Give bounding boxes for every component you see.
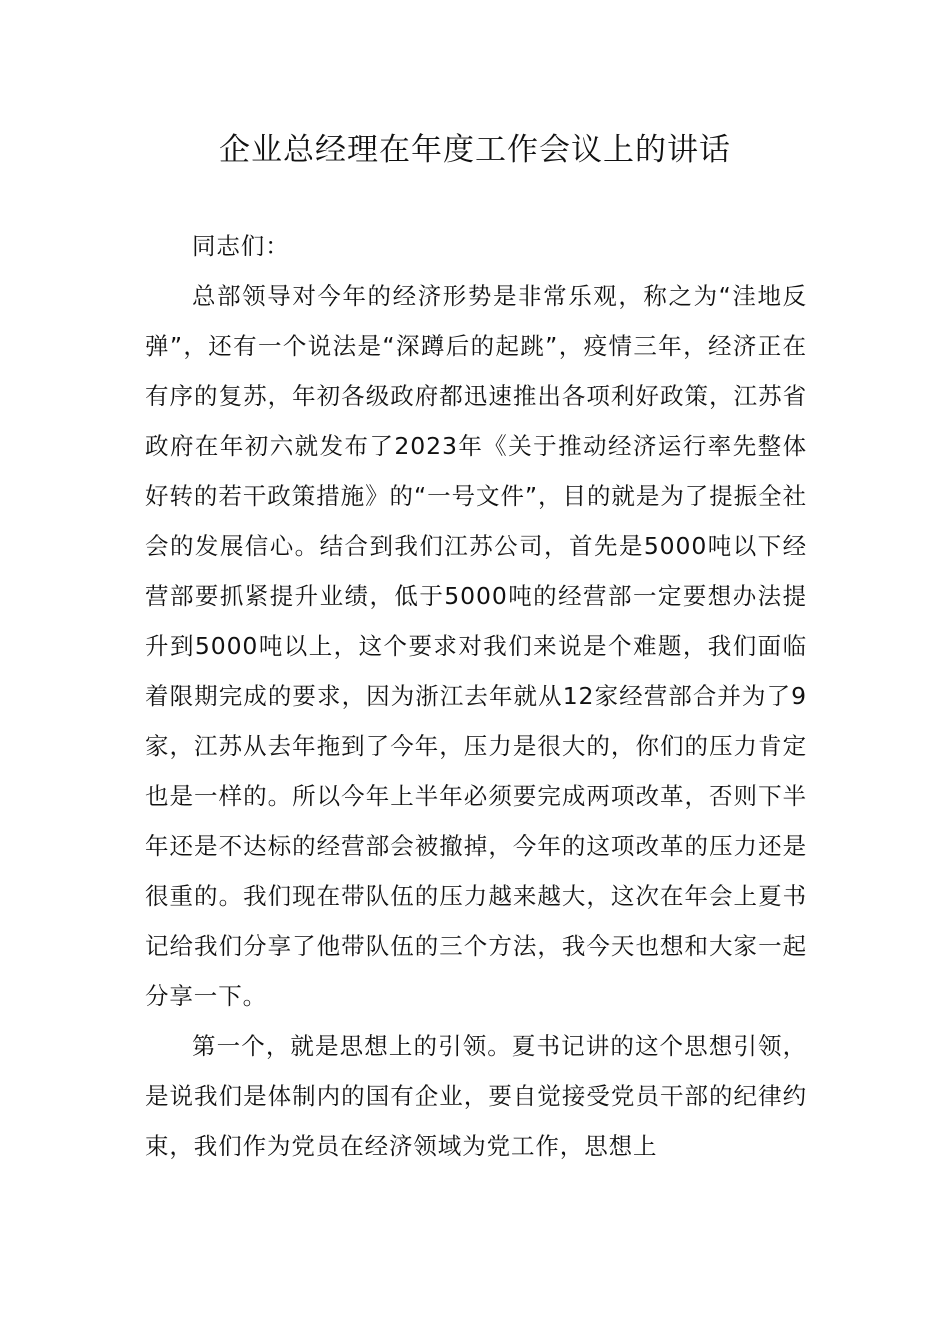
body-paragraph: 总部领导对今年的经济形势是非常乐观，称之为“洼地反弹”，还有一个说法是“深蹲后的起跳”，疫情三年，经济正在有序的复苏，年初各级政府都迅速推出各项利好政策，江苏省政府在年初六就发布了2023年《关于推动经济运行率先整体好转的若干政策措施》的“一号文件”，目的就是为了提振全社会的发展信心。结合到我们江苏公司，首先是5000吨以下经营部要抓紧提升业绩，低于5000吨的经营部一定要想办法提升到5000吨以上，这个要求对我们来说是个难题，我们面临着限期完成的要求，因为浙江去年就从12家经营部合并为了9家，江苏从去年拖到了今年，压力是很大的，你们的压力肯定也是一样的。所以今年上半年必须要完成两项改革，否则下半年还是不达标的经营部会被撤掉，今年的这项改革的压力还是很重的。我们现在带队伍的压力越来越大，这次在年会上夏书记给我们分享了他带队伍的三个方法，我今天也想和大家一起分享一下。 xyxy=(145,282,807,1010)
salutation: 同志们： xyxy=(192,232,290,260)
document-title: 企业总经理在年度工作会议上的讲话 xyxy=(219,132,731,168)
body-paragraph: 第一个，就是思想上的引领。夏书记讲的这个思想引领，是说我们是体制内的国有企业，要自觉接受党员干部的纪律约束，我们作为党员在经济领域为党工作，思想上 xyxy=(145,1032,807,1160)
document-body xyxy=(145,221,807,1171)
